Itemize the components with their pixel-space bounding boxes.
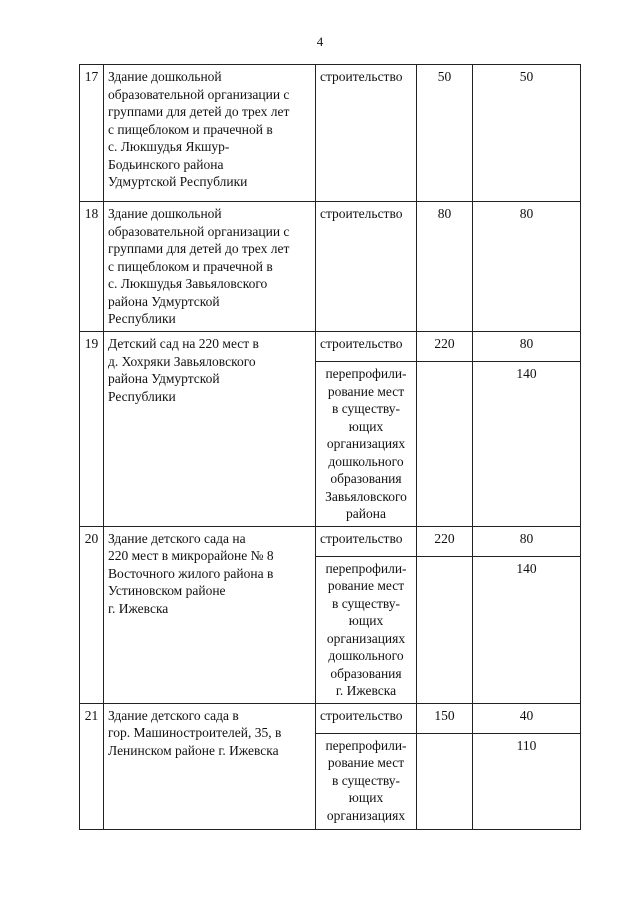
work-type: строительство	[316, 703, 417, 733]
total-places: 220	[417, 332, 473, 362]
row-number: 21	[80, 703, 104, 829]
row-number: 20	[80, 526, 104, 703]
table-row	[80, 526, 581, 556]
places-count: 140	[473, 556, 581, 703]
total-places-empty	[417, 362, 473, 527]
row-number: 18	[80, 202, 104, 332]
total-places-empty	[417, 733, 473, 829]
row-number: 17	[80, 65, 104, 202]
facility-name: Здание детского сада в гор. Машиностроителей, 35, в Ленинском районе г. Ижевска	[104, 703, 316, 829]
total-places: 220	[417, 526, 473, 556]
places-count: 110	[473, 733, 581, 829]
work-type: строительство	[316, 65, 417, 202]
places-count: 80	[473, 202, 581, 332]
table-row	[80, 202, 581, 332]
table-row	[80, 332, 581, 362]
work-type: строительство	[316, 526, 417, 556]
work-type: строительство	[316, 332, 417, 362]
facility-name: Детский сад на 220 мест в д. Хохряки Завьяловского района Удмуртской Республики	[104, 332, 316, 527]
work-type-repurpose: перепрофили- рование мест в существу- ющих организациях дошкольного образования г. Ижевска	[316, 556, 417, 703]
facility-name: Здание детского сада на 220 мест в микрорайоне № 8 Восточного жилого района в Устиновском районе г. Ижевска	[104, 526, 316, 703]
places-count: 40	[473, 703, 581, 733]
places-count: 50	[473, 65, 581, 202]
places-count: 140	[473, 362, 581, 527]
total-places: 50	[417, 65, 473, 202]
total-places-empty	[417, 556, 473, 703]
total-places: 150	[417, 703, 473, 733]
places-count: 80	[473, 526, 581, 556]
work-type-repurpose: перепрофили- рование мест в существу- ющих организациях	[316, 733, 417, 829]
total-places: 80	[417, 202, 473, 332]
row-number: 19	[80, 332, 104, 527]
facility-name: Здание дошкольной образовательной организации с группами для детей до трех лет с пищеблоком и прачечной в с. Люкшудья Завьяловского района Удмуртской Республики	[104, 202, 316, 332]
table-row	[80, 65, 581, 202]
work-type-repurpose: перепрофили- рование мест в существу- ющих организациях дошкольного образования Завьяловского района	[316, 362, 417, 527]
facility-name: Здание дошкольной образовательной организации с группами для детей до трех лет с пищеблоком и прачечной в с. Люкшудья Якшур- Бодьинского района Удмуртской Республики	[104, 65, 316, 202]
table-row	[80, 703, 581, 733]
facilities-table	[79, 64, 581, 830]
work-type: строительство	[316, 202, 417, 332]
places-count: 80	[473, 332, 581, 362]
page-number: 4	[316, 34, 324, 49]
